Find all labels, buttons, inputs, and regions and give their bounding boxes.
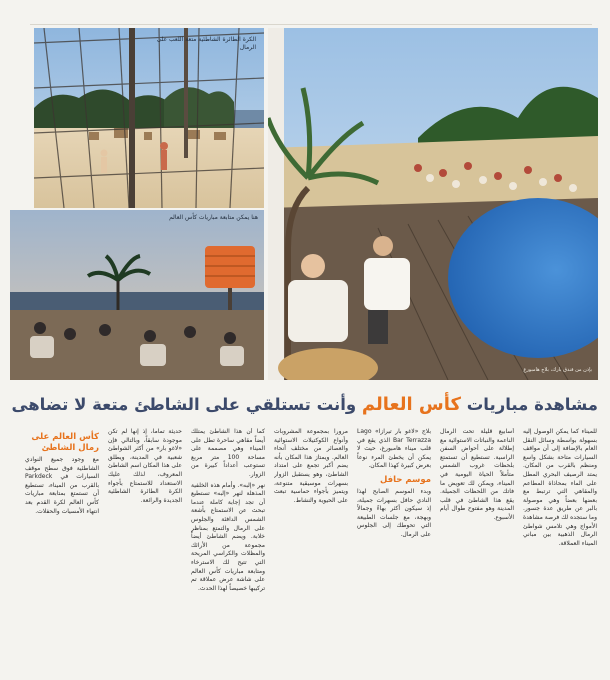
beach-club-terrace-photo xyxy=(268,28,598,380)
column-paragraph: حديثة تماماً، إذ إنها لم تكن موجودة سابقاً، وبالتالي فإن «لاغو بار» من أكثر الشواطئ شعبية في المدينة، ويطلق على هذا المكان اسم الشاطئ المعروف، لذلك عليك الاستعداد للاستمتاع بأجواء الكرة الطائرة الشاطئية الجديدة والرائعة. xyxy=(108,428,182,504)
column-paragraph: كما أن هذا الشاطئ يمتلك أيضاً مقاهي ساحرة تطل على الميناء وهي مصممة على مساحة 100 متر مربع تستوعب أعداداً كبيرة من الزوار. xyxy=(191,428,265,478)
column-paragraph: بلاج «لاغو بار تيرازا» Lago Bar Terrazza الذي يقع في قلب ميناء هامبورغ، حيث لا يمكن أن يخطئ المرء نوعاً بعرض كبيرة كهذا المكان. xyxy=(357,428,431,470)
article-column-4 xyxy=(274,428,348,672)
article-column-7 xyxy=(25,428,99,672)
article-column-1 xyxy=(523,428,597,672)
headline-after: وأنت تستلقي على الشاطئ متعة لا تضاهى xyxy=(11,395,357,414)
beach-volleyball-photo xyxy=(34,28,264,208)
column-paragraph: نهر «إلبه». وأمام هذه الخلفية المذهلة لنهر «إلبه» تستطيع أن تجد إجابة كاملة عندما تبحث عن الاستمتاع بأشعة الشمس الدافئة والجلوس على الرمال والتمتع بمناظر خلابة. ويضم الشاطئ أيضاً مجموعة من الأرائك والمظلات والكراسي المريحة التي تتيح لك الاسترخاء ومتابعة مباريات كأس العالم على شاشة عرض عملاقة تم تركيبها خصيصاً لهذا الحدث. xyxy=(191,481,265,592)
section-subheading: كأس العالم على رمال الشاطئ xyxy=(31,432,99,453)
article-column-5 xyxy=(191,428,265,672)
column-paragraph: وبدء الموسم الصابح لهذا النادي حافل بسهرات جميلة، إذ سيكون أكثر بهاءً وجمالاً وبهجة، مع جلسات الطبيعة التي تحوطك إلى الجلوس على الرمال. xyxy=(357,487,431,538)
column-paragraph: مع وجود جميع النوادي الشاطئية فوق سطح موقف السيارات في Parkdeck بالقرب من الميناء، تستطيع أن تستمتع بمتابعة مباريات كأس العالم لكرة القدم بعد انتهاء الأمسيات والحفلات. xyxy=(25,456,99,515)
column-paragraph: أسابيع قليلة تحت الرمال الناعمة والنباتات الاستوائية مع إطلالة على أحواض السفن الراسية. تستطيع أن تستمتع بلحظات غروب الشمس متأملاً الحياة اليومية في الميناء، ويمكن لك تعويض ما فاتك من اللحظات الجميلة. يقع هذا الشاطئ في قلب المدينة وهو مفتوح طوال أيام الأسبوع. xyxy=(440,428,514,521)
dusk-beach-screening-photo xyxy=(10,210,264,380)
top-rule xyxy=(30,24,592,25)
article-column-2 xyxy=(440,428,514,672)
article-headline xyxy=(11,392,598,418)
column-paragraph: للميناء كما يمكن الوصول إليه بسهولة بواسطة وسائل النقل العام بالإضافة إلى أن مواقف السيارات متاحة بشكل واسع ومنظم بالقرب من المكان. يمتد الرصيف البحري المطل على الماء بمحاذاة المطاعم والمقاهي التي ترتبط مع بعضها بعضاً وهي موصولة بالبر عن طريق عدة جسور. وما ستجده لك فرصة مشاهدة الأمواج وهي تلامس شواطئ الرمال الذهبية بين مباني الميناء العملاقة. xyxy=(523,428,597,547)
article-column-3 xyxy=(357,428,431,672)
column-paragraph: مروراً بمجموعة المشروبات وأنواع الكوكتيلات الاستوائية والعصائر من مختلف أنحاء العالم. ويمتاز هذا المكان بأنه يضم أكبر تجمع على امتداد الشاطئ، وهو يستقبل الزوار بسهرات موسيقية متنوعة، ويتميز بأجواء حماسية تبعث على الحيوية والنشاط. xyxy=(274,428,348,504)
photo-credit: بإذن من فندق بارك، بلاج هامبورغ xyxy=(523,367,592,373)
headline-before: مشاهدة مباريات xyxy=(466,395,598,414)
headline-accent: كأس العالم xyxy=(361,394,461,415)
section-subheading: موسم حافل xyxy=(379,474,431,485)
dusk-caption: هنا يمكن متابعة مباريات كأس العالم xyxy=(169,214,258,221)
volleyball-caption: الكرة الطائرة الشاطئية متعة اللعب على الرمال xyxy=(156,36,256,51)
article-column-6 xyxy=(108,428,182,672)
